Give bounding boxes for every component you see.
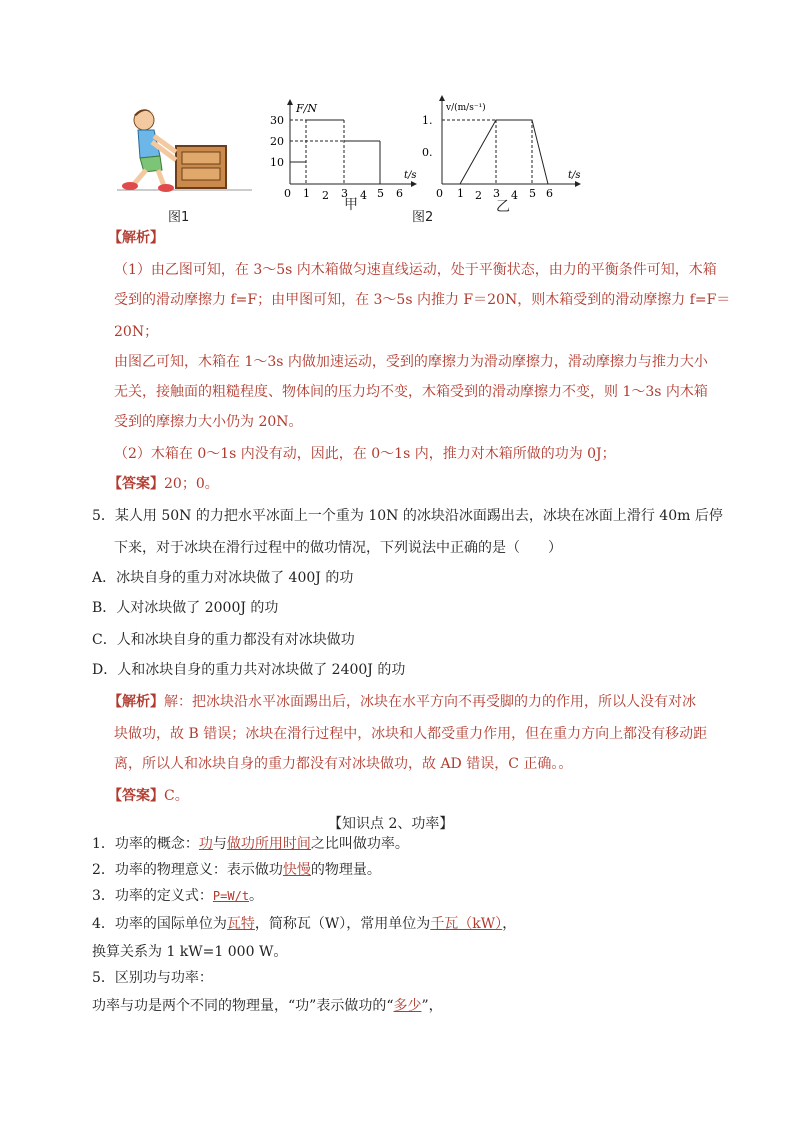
answer-tag: 【答案】	[108, 788, 164, 804]
x-tick: 2	[475, 189, 482, 202]
kp-text: ”，	[421, 998, 443, 1014]
x-tick: 4	[360, 189, 367, 202]
kp-blank: 瓦特	[226, 916, 255, 932]
analysis-line: （2）木箱在 0～1s 内没有动，因此，在 0～1s 内，推力对木箱所做的功为 0J；	[114, 446, 616, 462]
section-heading: 【知识点 2、功率】	[328, 816, 454, 832]
option-d: D．人和冰块自身的重力共对冰块做了 2400J 的功	[92, 662, 406, 678]
analysis-line: （1）由乙图可知，在 3～5s 内木箱做匀速直线运动，处于平衡状态，由力的平衡条件可知，木箱	[114, 262, 717, 278]
option-b: B．人对冰块做了 2000J 的功	[92, 600, 279, 616]
analysis-tag: 【解析】	[108, 694, 164, 710]
y-tick: 0.	[422, 146, 433, 159]
x-tick: 4	[511, 189, 518, 202]
x-tick: 6	[546, 187, 553, 200]
option-a: A．冰块自身的重力对冰块做了 400J 的功	[92, 570, 354, 586]
x-tick: 1	[457, 187, 464, 200]
question5-stem: 5．某人用 50N 的力把水平冰面上一个重为 10N 的冰块沿冰面踢出去，冰块在冰面上滑行 40m 后停	[92, 508, 723, 524]
answer-line	[108, 786, 189, 806]
analysis-line: 受到的摩擦力大小仍为 20N。	[114, 414, 303, 430]
kp-text: 4．功率的国际单位为	[92, 916, 227, 932]
kp-item-4	[92, 914, 516, 934]
x-tick: 2	[322, 189, 329, 202]
kp-item-2	[92, 860, 381, 880]
x-tick: 5	[529, 187, 536, 200]
y-axis-label: F/N	[296, 102, 317, 115]
kp-text: 之比叫做功率。	[310, 836, 409, 852]
kp-blank: 功	[198, 836, 213, 852]
y-tick: 30	[270, 114, 284, 127]
kp-text: 2．功率的物理意义：表示做功	[92, 862, 283, 878]
analysis-line: 无关，接触面的粗糙程度、物体间的压力均不变，木箱受到的滑动摩擦力不变，则 1～3s 内木箱	[114, 384, 708, 400]
x-tick: 1	[303, 187, 310, 200]
analysis-line: 由图乙可知，木箱在 1～3s 内做加速运动，受到的摩擦力为滑动摩擦力，滑动摩擦力与推力大小	[114, 354, 708, 370]
answer-text: C。	[164, 788, 189, 804]
x-axis-label: t/s	[568, 170, 581, 181]
kp-item-6	[92, 996, 443, 1016]
kp-text: 功率与功是两个不同的物理量，“功”表示做功的“	[92, 998, 394, 1014]
kp-blank: 做功所用时间	[226, 836, 311, 852]
kp-item-3	[92, 886, 263, 906]
kp-text: 的物理量。	[310, 862, 381, 878]
figure2-caption: 图2	[412, 210, 434, 225]
graph-yi	[418, 94, 588, 204]
kp-text: 3．功率的定义式：	[92, 888, 213, 904]
kp-text: ，简称瓦（W），常用单位为	[254, 916, 431, 932]
kp-text: ，	[502, 916, 517, 932]
question5-stem: 下来，对于冰块在滑行过程中的做功情况，下列说法中正确的是（ ）	[114, 540, 562, 556]
y-tick: 1.	[422, 114, 433, 127]
kp-item-5: 5．区别功与功率：	[92, 970, 213, 986]
graph-yi-label: 乙	[496, 199, 510, 215]
kp-item-4b: 换算关系为 1 kW=1 000 W。	[92, 944, 288, 960]
x-tick: 3	[341, 187, 348, 200]
y-tick: 10	[270, 156, 284, 169]
kp-text: 1．功率的概念：	[92, 836, 199, 852]
x-tick: 0	[284, 187, 291, 200]
x-tick: 0	[436, 187, 443, 200]
kp-blank: P=W/t	[212, 889, 250, 903]
option-c: C．人和冰块自身的重力都没有对冰块做功	[92, 632, 355, 648]
answer-tag: 【答案】	[108, 476, 164, 492]
analysis-line: 离，所以人和冰块自身的重力都没有对冰块做功，故 AD 错误，C 正确。。	[114, 756, 573, 772]
kp-blank: 快慢	[282, 862, 311, 878]
analysis-line: 块做功，故 B 错误；冰块在滑行过程中，冰块和人都受重力作用，但在重力方向上都没有移动距	[114, 726, 708, 742]
kp-blank: 千瓦（kW）	[430, 916, 503, 932]
x-tick: 6	[396, 187, 403, 200]
graph-jia-label: 甲	[344, 197, 358, 213]
x-tick: 5	[377, 187, 384, 200]
y-axis-label: v/(m/s⁻¹)	[446, 103, 486, 113]
analysis-text: 解：把冰块沿水平冰面踢出后，冰块在水平方向不再受脚的力的作用，所以人没有对冰	[164, 694, 696, 710]
figure1-illustration	[112, 98, 257, 198]
analysis-line: 20N；	[114, 324, 159, 340]
analysis-tag: 【解析】	[108, 230, 164, 246]
answer-text: 20；0。	[164, 476, 219, 492]
graph-jia	[262, 96, 422, 204]
x-axis-label: t/s	[404, 170, 417, 181]
kp-text: 。	[249, 888, 264, 904]
y-tick: 20	[270, 135, 284, 148]
figure1-caption: 图1	[168, 210, 190, 225]
analysis-line: 受到的滑动摩擦力 f=F；由甲图可知，在 3～5s 内推力 F＝20N，则木箱受到的滑动摩擦力 f=F＝	[114, 292, 731, 308]
kp-blank: 多少	[393, 998, 422, 1014]
kp-item-1	[92, 834, 409, 854]
answer-line	[108, 474, 219, 494]
analysis-line	[108, 692, 696, 712]
kp-text: 与	[212, 836, 227, 852]
x-tick: 3	[493, 187, 500, 200]
